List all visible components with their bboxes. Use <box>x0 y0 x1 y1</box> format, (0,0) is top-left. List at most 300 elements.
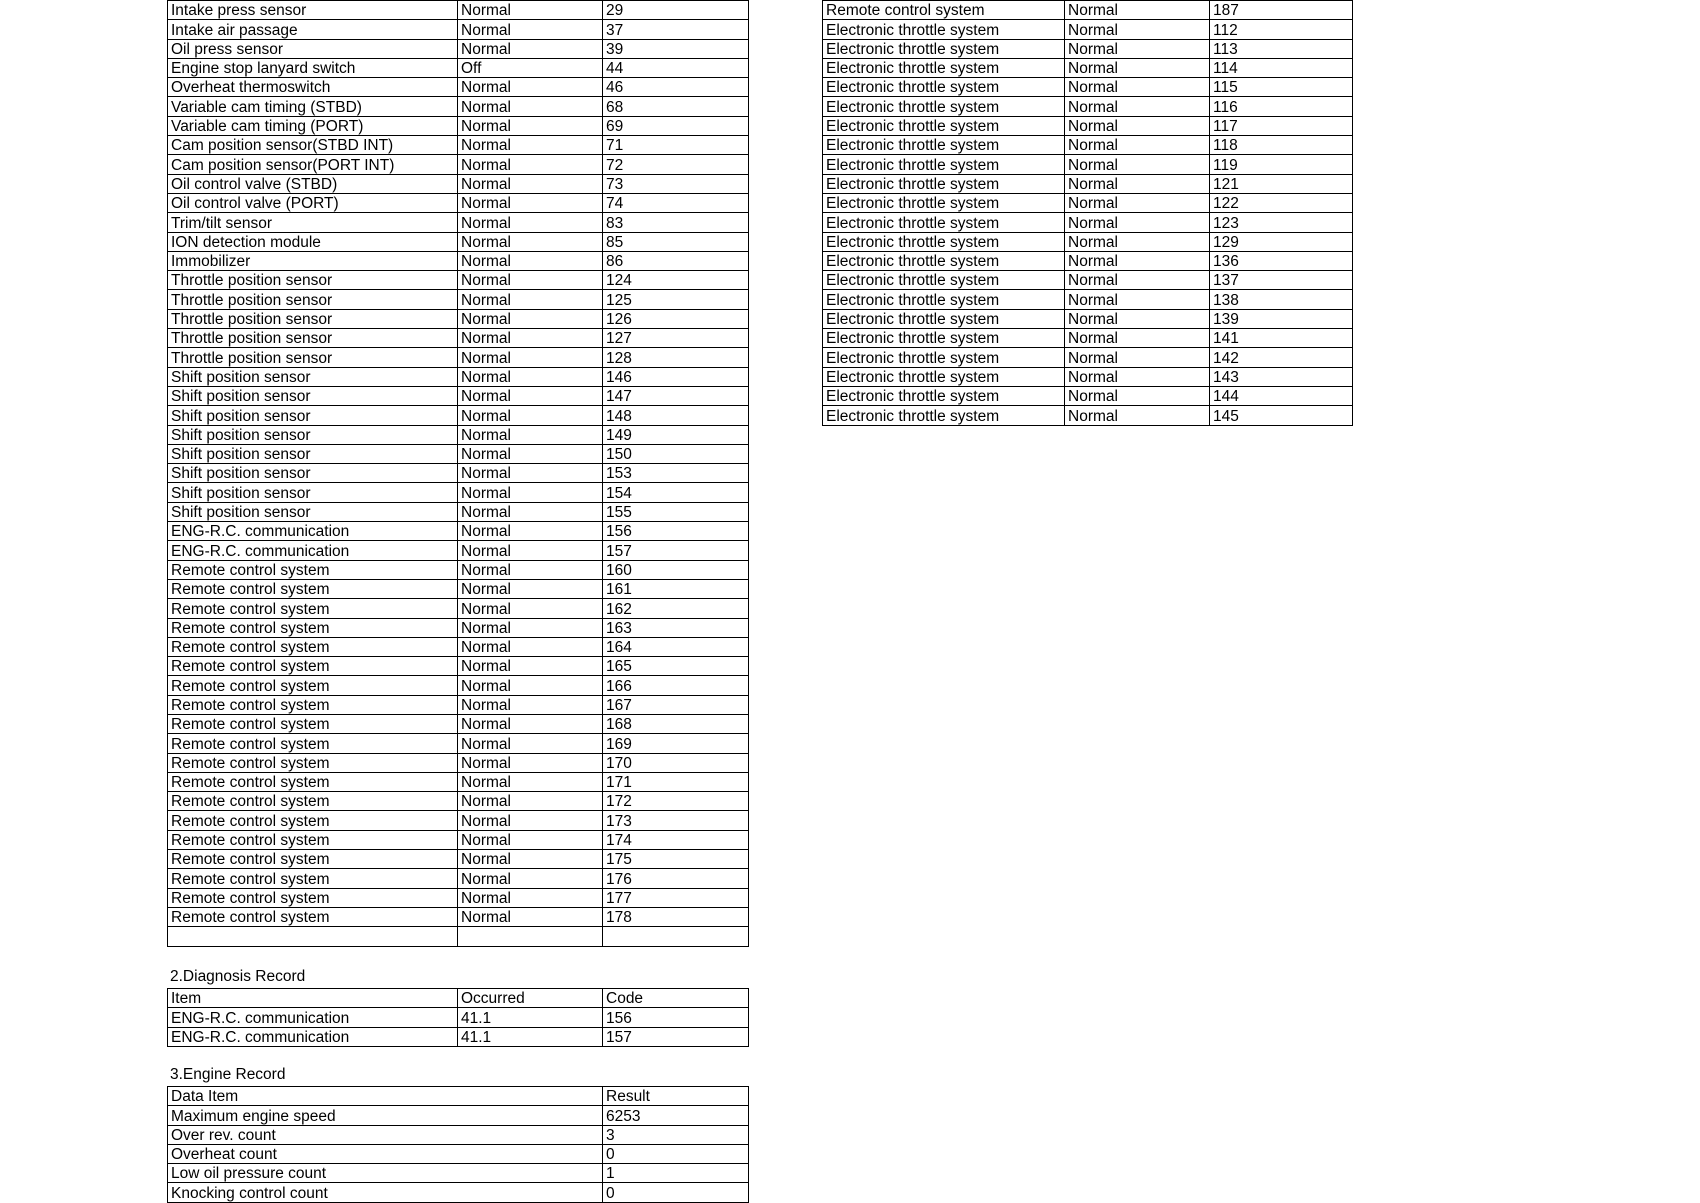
item-cell: Remote control system <box>168 560 458 579</box>
code-cell: 29 <box>603 1 749 20</box>
code-cell: 119 <box>1210 155 1353 174</box>
status-cell: Normal <box>458 1 603 20</box>
code-cell <box>603 927 749 946</box>
item-cell: Shift position sensor <box>168 425 458 444</box>
code-cell: 127 <box>603 329 749 348</box>
status-cell: Normal <box>458 348 603 367</box>
status-cell: Normal <box>458 213 603 232</box>
table-row <box>168 560 749 579</box>
item-cell: Electronic throttle system <box>823 251 1065 270</box>
code-cell: 174 <box>603 830 749 849</box>
code-cell: 114 <box>1210 58 1353 77</box>
status-cell: Normal <box>458 367 603 386</box>
result-cell: 6253 <box>603 1106 749 1125</box>
item-cell: Remote control system <box>168 734 458 753</box>
table-row <box>168 734 749 753</box>
table-row <box>168 830 749 849</box>
table-row <box>168 444 749 463</box>
status-cell: Normal <box>458 464 603 483</box>
status-cell: Normal <box>458 811 603 830</box>
item-cell: Oil press sensor <box>168 39 458 58</box>
code-cell: 74 <box>603 193 749 212</box>
table-row <box>168 1027 749 1046</box>
code-cell: 153 <box>603 464 749 483</box>
code-cell: 156 <box>603 522 749 541</box>
status-cell: Normal <box>1065 232 1210 251</box>
status-cell: Normal <box>458 502 603 521</box>
code-cell: 171 <box>603 772 749 791</box>
table-row <box>168 213 749 232</box>
table-row <box>823 78 1353 97</box>
status-cell: Normal <box>458 386 603 405</box>
status-cell: Normal <box>1065 329 1210 348</box>
table-row <box>168 1183 749 1202</box>
table-row <box>168 193 749 212</box>
table-row <box>823 329 1353 348</box>
status-cell: Normal <box>458 772 603 791</box>
status-cell: Normal <box>1065 20 1210 39</box>
code-cell: 128 <box>603 348 749 367</box>
diagnosis-header-row <box>168 989 749 1008</box>
status-cell: Normal <box>1065 406 1210 425</box>
item-cell: Electronic throttle system <box>823 348 1065 367</box>
table-row <box>168 676 749 695</box>
status-cell: Normal <box>1065 386 1210 405</box>
status-cell: Normal <box>1065 58 1210 77</box>
table-row <box>823 367 1353 386</box>
item-cell: Shift position sensor <box>168 367 458 386</box>
code-cell: 177 <box>603 888 749 907</box>
result-cell: 0 <box>603 1183 749 1202</box>
table-row <box>168 232 749 251</box>
status-cell: Normal <box>1065 116 1210 135</box>
code-cell: 123 <box>1210 213 1353 232</box>
status-cell: Normal <box>1065 193 1210 212</box>
code-cell: 139 <box>1210 309 1353 328</box>
item-cell: Oil control valve (STBD) <box>168 174 458 193</box>
status-cell: Normal <box>1065 78 1210 97</box>
status-cell: Normal <box>458 193 603 212</box>
status-cell: Normal <box>1065 251 1210 270</box>
table-row <box>168 155 749 174</box>
item-cell: Electronic throttle system <box>823 97 1065 116</box>
code-cell: 71 <box>603 136 749 155</box>
table-row <box>168 174 749 193</box>
status-cell: Normal <box>1065 290 1210 309</box>
code-cell: 149 <box>603 425 749 444</box>
occurred-cell: 41.1 <box>458 1008 603 1027</box>
status-cell: Normal <box>1065 348 1210 367</box>
occurred-cell: 41.1 <box>458 1027 603 1046</box>
status-cell: Normal <box>458 657 603 676</box>
table-row <box>168 753 749 772</box>
header-item: Item <box>168 989 458 1008</box>
status-cell <box>458 927 603 946</box>
code-cell: 157 <box>603 1027 749 1046</box>
table-row <box>168 579 749 598</box>
item-cell: Remote control system <box>168 811 458 830</box>
status-cell: Normal <box>458 329 603 348</box>
status-cell: Normal <box>458 579 603 598</box>
item-cell: ENG-R.C. communication <box>168 1027 458 1046</box>
code-cell: 86 <box>603 251 749 270</box>
code-cell: 137 <box>1210 271 1353 290</box>
item-cell: ENG-R.C. communication <box>168 522 458 541</box>
status-cell: Normal <box>458 483 603 502</box>
item-cell: Electronic throttle system <box>823 386 1065 405</box>
table-row <box>168 464 749 483</box>
status-cell: Normal <box>458 174 603 193</box>
table-row <box>168 772 749 791</box>
code-cell: 143 <box>1210 367 1353 386</box>
code-cell: 145 <box>1210 406 1353 425</box>
table-row <box>168 792 749 811</box>
header-occurred: Occurred <box>458 989 603 1008</box>
item-cell: Remote control system <box>168 772 458 791</box>
table-row <box>168 329 749 348</box>
status-cell: Normal <box>458 20 603 39</box>
status-cell: Normal <box>458 290 603 309</box>
code-cell: 125 <box>603 290 749 309</box>
code-cell: 72 <box>603 155 749 174</box>
status-cell: Normal <box>458 618 603 637</box>
status-cell: Normal <box>458 39 603 58</box>
code-cell: 166 <box>603 676 749 695</box>
code-cell: 122 <box>1210 193 1353 212</box>
code-cell: 156 <box>603 1008 749 1027</box>
code-cell: 175 <box>603 850 749 869</box>
table-row <box>168 1164 749 1183</box>
item-cell: Remote control system <box>168 753 458 772</box>
table-row <box>168 386 749 405</box>
table-row <box>168 1 749 20</box>
item-cell: Electronic throttle system <box>823 155 1065 174</box>
item-cell: Shift position sensor <box>168 444 458 463</box>
item-cell: Electronic throttle system <box>823 367 1065 386</box>
table-row <box>168 618 749 637</box>
item-cell: Shift position sensor <box>168 406 458 425</box>
table-row <box>168 927 749 946</box>
table-row <box>168 541 749 560</box>
code-cell: 146 <box>603 367 749 386</box>
table-row <box>168 657 749 676</box>
table-row <box>168 907 749 926</box>
item-cell: Remote control system <box>168 676 458 695</box>
item-cell: Remote control system <box>168 792 458 811</box>
table-row <box>168 1125 749 1144</box>
table-row <box>168 869 749 888</box>
status-table-right <box>822 0 1353 426</box>
table-row <box>823 155 1353 174</box>
item-cell: Immobilizer <box>168 251 458 270</box>
header-data-item: Data Item <box>168 1087 603 1106</box>
status-cell: Normal <box>458 541 603 560</box>
item-cell: Remote control system <box>168 907 458 926</box>
status-cell: Normal <box>458 155 603 174</box>
code-cell: 85 <box>603 232 749 251</box>
status-cell: Normal <box>1065 309 1210 328</box>
table-row <box>168 425 749 444</box>
item-cell: Shift position sensor <box>168 502 458 521</box>
item-cell: Electronic throttle system <box>823 116 1065 135</box>
item-cell: Remote control system <box>168 830 458 849</box>
table-row <box>168 20 749 39</box>
table-row <box>823 20 1353 39</box>
item-cell: Shift position sensor <box>168 464 458 483</box>
status-cell: Normal <box>458 444 603 463</box>
table-row <box>168 97 749 116</box>
status-cell: Normal <box>1065 136 1210 155</box>
item-cell: ENG-R.C. communication <box>168 1008 458 1027</box>
status-cell: Normal <box>1065 213 1210 232</box>
table-row <box>168 116 749 135</box>
item-cell: Electronic throttle system <box>823 39 1065 58</box>
item-cell <box>168 927 458 946</box>
item-cell: Remote control system <box>168 637 458 656</box>
code-cell: 136 <box>1210 251 1353 270</box>
table-row <box>823 97 1353 116</box>
table-row <box>823 386 1353 405</box>
table-row <box>823 406 1353 425</box>
item-cell: ENG-R.C. communication <box>168 541 458 560</box>
item-cell: Remote control system <box>168 695 458 714</box>
table-row <box>168 309 749 328</box>
item-cell: Electronic throttle system <box>823 193 1065 212</box>
code-cell: 124 <box>603 271 749 290</box>
status-cell: Normal <box>1065 1 1210 20</box>
item-cell: Electronic throttle system <box>823 136 1065 155</box>
item-cell: Electronic throttle system <box>823 290 1065 309</box>
item-cell: Cam position sensor(STBD INT) <box>168 136 458 155</box>
status-cell: Normal <box>1065 97 1210 116</box>
status-cell: Normal <box>458 136 603 155</box>
table-row <box>823 39 1353 58</box>
code-cell: 187 <box>1210 1 1353 20</box>
code-cell: 173 <box>603 811 749 830</box>
table-row <box>823 348 1353 367</box>
data-item-cell: Overheat count <box>168 1144 603 1163</box>
code-cell: 147 <box>603 386 749 405</box>
status-cell: Normal <box>458 907 603 926</box>
status-cell: Normal <box>458 271 603 290</box>
status-cell: Normal <box>1065 367 1210 386</box>
status-cell: Normal <box>458 850 603 869</box>
status-cell: Off <box>458 58 603 77</box>
code-cell: 168 <box>603 714 749 733</box>
status-cell: Normal <box>458 869 603 888</box>
table-row <box>823 271 1353 290</box>
table-row <box>168 290 749 309</box>
code-cell: 176 <box>603 869 749 888</box>
status-cell: Normal <box>458 309 603 328</box>
table-row <box>823 213 1353 232</box>
table-row <box>168 58 749 77</box>
header-result: Result <box>603 1087 749 1106</box>
status-cell: Normal <box>1065 39 1210 58</box>
code-cell: 121 <box>1210 174 1353 193</box>
status-cell: Normal <box>458 425 603 444</box>
table-row <box>168 599 749 618</box>
status-cell: Normal <box>458 232 603 251</box>
table-row <box>168 1008 749 1027</box>
table-row <box>168 714 749 733</box>
table-row <box>168 136 749 155</box>
table-row <box>823 58 1353 77</box>
status-cell: Normal <box>458 676 603 695</box>
status-cell: Normal <box>458 97 603 116</box>
table-row <box>823 232 1353 251</box>
table-row <box>168 367 749 386</box>
code-cell: 178 <box>603 907 749 926</box>
item-cell: Shift position sensor <box>168 386 458 405</box>
table-row <box>168 888 749 907</box>
code-cell: 164 <box>603 637 749 656</box>
header-code: Code <box>603 989 749 1008</box>
status-cell: Normal <box>458 522 603 541</box>
item-cell: Remote control system <box>168 869 458 888</box>
status-table-left <box>167 0 749 947</box>
status-cell: Normal <box>458 714 603 733</box>
status-cell: Normal <box>458 695 603 714</box>
code-cell: 150 <box>603 444 749 463</box>
result-cell: 3 <box>603 1125 749 1144</box>
item-cell: Remote control system <box>168 888 458 907</box>
status-cell: Normal <box>458 599 603 618</box>
table-row <box>823 136 1353 155</box>
code-cell: 138 <box>1210 290 1353 309</box>
engine-record-table <box>167 1086 749 1203</box>
table-row <box>168 850 749 869</box>
item-cell: Remote control system <box>168 599 458 618</box>
diagnosis-record-table <box>167 988 749 1047</box>
item-cell: ION detection module <box>168 232 458 251</box>
item-cell: Intake press sensor <box>168 1 458 20</box>
item-cell: Throttle position sensor <box>168 290 458 309</box>
code-cell: 69 <box>603 116 749 135</box>
code-cell: 115 <box>1210 78 1353 97</box>
status-cell: Normal <box>1065 155 1210 174</box>
result-cell: 1 <box>603 1164 749 1183</box>
item-cell: Remote control system <box>823 1 1065 20</box>
status-left-body <box>168 1 749 947</box>
item-cell: Shift position sensor <box>168 483 458 502</box>
status-cell: Normal <box>458 792 603 811</box>
code-cell: 129 <box>1210 232 1353 251</box>
code-cell: 116 <box>1210 97 1353 116</box>
table-row <box>168 1144 749 1163</box>
item-cell: Oil control valve (PORT) <box>168 193 458 212</box>
code-cell: 165 <box>603 657 749 676</box>
item-cell: Intake air passage <box>168 20 458 39</box>
item-cell: Variable cam timing (PORT) <box>168 116 458 135</box>
table-row <box>168 39 749 58</box>
code-cell: 126 <box>603 309 749 328</box>
code-cell: 118 <box>1210 136 1353 155</box>
table-row <box>168 637 749 656</box>
code-cell: 83 <box>603 213 749 232</box>
item-cell: Electronic throttle system <box>823 78 1065 97</box>
table-row <box>168 811 749 830</box>
table-row <box>168 502 749 521</box>
item-cell: Electronic throttle system <box>823 232 1065 251</box>
code-cell: 68 <box>603 97 749 116</box>
item-cell: Electronic throttle system <box>823 58 1065 77</box>
status-cell: Normal <box>458 753 603 772</box>
code-cell: 112 <box>1210 20 1353 39</box>
status-cell: Normal <box>1065 174 1210 193</box>
table-row <box>823 174 1353 193</box>
data-item-cell: Maximum engine speed <box>168 1106 603 1125</box>
code-cell: 117 <box>1210 116 1353 135</box>
item-cell: Electronic throttle system <box>823 174 1065 193</box>
item-cell: Remote control system <box>168 850 458 869</box>
code-cell: 144 <box>1210 386 1353 405</box>
item-cell: Electronic throttle system <box>823 213 1065 232</box>
table-row <box>168 695 749 714</box>
table-row <box>168 1106 749 1125</box>
code-cell: 163 <box>603 618 749 637</box>
status-right-body <box>823 1 1353 426</box>
code-cell: 46 <box>603 78 749 97</box>
table-row <box>823 290 1353 309</box>
table-row <box>823 251 1353 270</box>
item-cell: Remote control system <box>168 579 458 598</box>
status-cell: Normal <box>458 251 603 270</box>
engine-record-title: 3.Engine Record <box>170 1066 286 1083</box>
item-cell: Remote control system <box>168 618 458 637</box>
table-row <box>168 78 749 97</box>
status-cell: Normal <box>458 560 603 579</box>
code-cell: 162 <box>603 599 749 618</box>
item-cell: Trim/tilt sensor <box>168 213 458 232</box>
status-cell: Normal <box>458 734 603 753</box>
code-cell: 141 <box>1210 329 1353 348</box>
code-cell: 169 <box>603 734 749 753</box>
item-cell: Electronic throttle system <box>823 406 1065 425</box>
table-row <box>168 483 749 502</box>
item-cell: Remote control system <box>168 714 458 733</box>
item-cell: Cam position sensor(PORT INT) <box>168 155 458 174</box>
table-row <box>823 1 1353 20</box>
table-row <box>823 309 1353 328</box>
code-cell: 157 <box>603 541 749 560</box>
code-cell: 167 <box>603 695 749 714</box>
status-cell: Normal <box>458 637 603 656</box>
item-cell: Overheat thermoswitch <box>168 78 458 97</box>
status-cell: Normal <box>458 116 603 135</box>
code-cell: 148 <box>603 406 749 425</box>
table-row <box>823 193 1353 212</box>
table-row <box>168 348 749 367</box>
code-cell: 170 <box>603 753 749 772</box>
item-cell: Remote control system <box>168 657 458 676</box>
item-cell: Variable cam timing (STBD) <box>168 97 458 116</box>
code-cell: 39 <box>603 39 749 58</box>
code-cell: 160 <box>603 560 749 579</box>
item-cell: Throttle position sensor <box>168 271 458 290</box>
table-row <box>168 271 749 290</box>
item-cell: Electronic throttle system <box>823 309 1065 328</box>
status-cell: Normal <box>458 830 603 849</box>
code-cell: 142 <box>1210 348 1353 367</box>
data-item-cell: Low oil pressure count <box>168 1164 603 1183</box>
diagnosis-record-title: 2.Diagnosis Record <box>170 968 306 985</box>
code-cell: 44 <box>603 58 749 77</box>
code-cell: 172 <box>603 792 749 811</box>
table-row <box>168 406 749 425</box>
status-cell: Normal <box>458 78 603 97</box>
status-cell: Normal <box>458 888 603 907</box>
